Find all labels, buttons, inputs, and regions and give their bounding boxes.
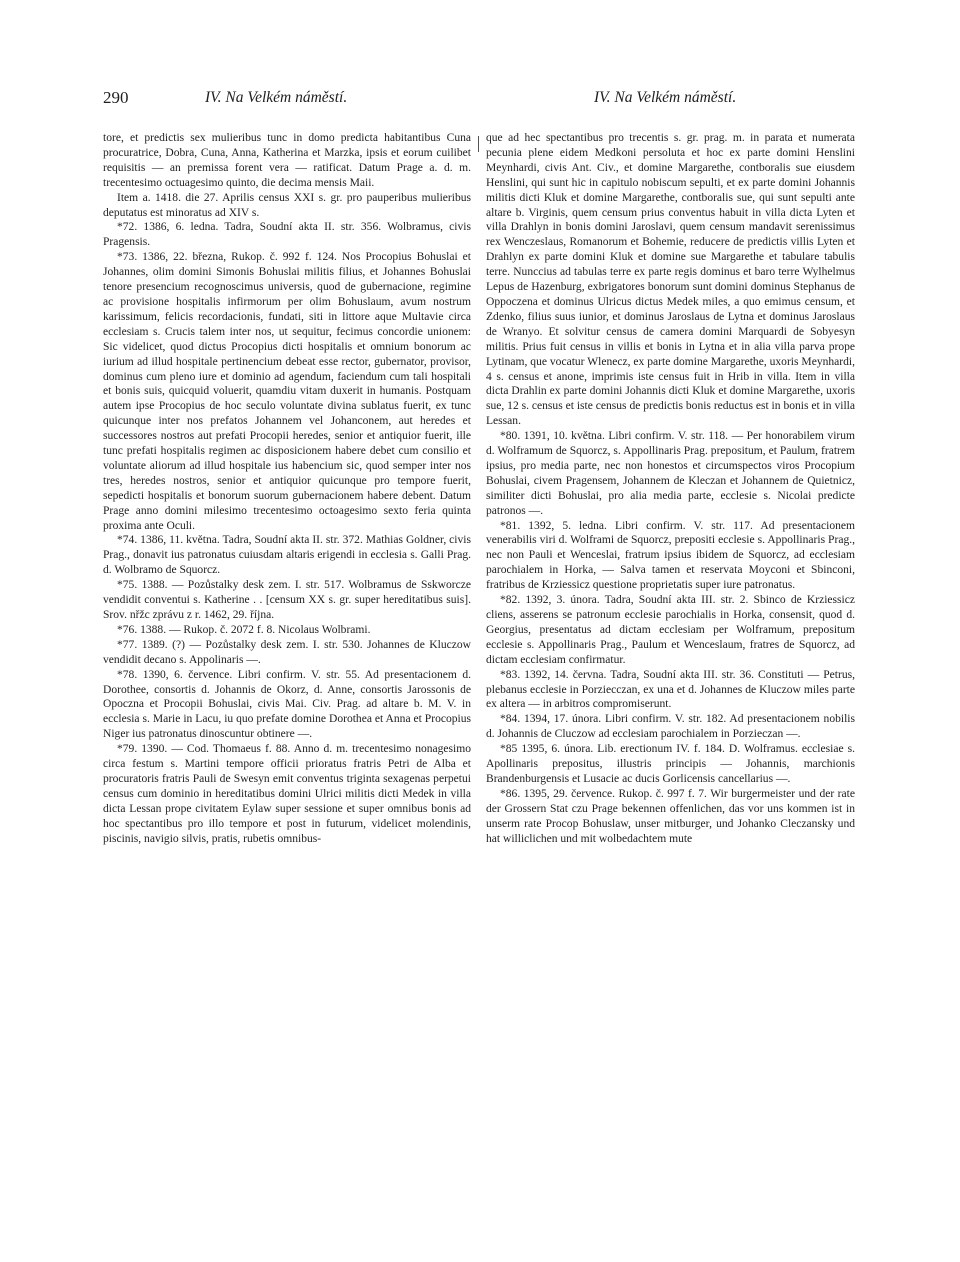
page-number: 290 — [103, 88, 129, 107]
running-head-left: IV. Na Velkém náměstí. — [205, 89, 348, 106]
paragraph: tore, et predictis sex mulieribus tunc in domo predicta habitantibus Cuna procuratrice, Dobra, Cuna, Anna, Katherina et Marzka, ipsis et eorum cuilibet requisitis — an premissa forent vera — ratificat. Datum Prage a. d. m. trecentesimo octuagesimo quinto, die decima mensis Maii. — [103, 132, 471, 189]
entry-83: *83. 1392, 14. června. Tadra, Soudní akta III. str. 36. Constituti — Petrus, plebanus ecclesie in Porziecczan, ex una et d. Johannes de Kluczow miles parte ex altera — in arbitros compromiserunt. — [486, 668, 855, 711]
entry-76: *76. 1388. — Rukop. č. 2072 f. 8. Nicolaus Wolbrami. — [117, 623, 371, 636]
entry-78: *78. 1390, 6. července. Libri confirm. V. str. 55. Ad presentacionem d. Dorothee, consortis d. Johannis de Okorz, d. Anne, consortis Jarossonis de Opoczna et Procopii Bohuslai, civis Mai. Civ. Prag. ad altare b. M. V. in ecclesia s. Marie in Lacu, iu quo prefate domine Dorothea et Anna et Procopius Niger ius patronatus dinoscuntur obtinere —. — [103, 668, 471, 741]
entry-81: *81. 1392, 5. ledna. Libri confirm. V. str. 117. Ad presentacionem venerabilis viri d. Wolframi de Squorcz, prepositi ecclesie s. Appollinaris Prag., nec non Pauli et Wenceslai, fratrum ipsius ibidem de Squorcz, ad ecclesiam parochialem in Horka, — Salva tamen et reservata Moyconi et Sbinconi, fratribus de Krziessicz questione proprietatis super iure patronatus. — [486, 519, 855, 592]
entry-73: *73. 1386, 22. března, Rukop. č. 992 f. 124. Nos Procopius Bohuslai et Johannes, olim domini Simonis Bohuslai militis filius, et Johannes Bohuslai tenore presencium recognoscimus universis, quod de gubernacione, regimine ac provisione hospitalis infirmorum per olim Bohuslaum, avum nostrum karissimum, felicis recordacionis, fundati, siti in littore aque Multavie circa ecclesiam s. Crucis talem inter nos, ut sequitur, fecimus concordie unionem: Sic videlicet, quod dictus Procopius dicti hospitalis et omnium bonorum ac iurium ad illud hospitale pertinencium debeat esse rector, gubernator, provisor, dominus cum pleno iure et dominio ad agendum, faciendum cum tali hospitali et bonis suis, quicquid voluerit, quamdiu vitam duxerit in humanis. Postquam autem ipse Procopius de hoc seculo voluntate divina sublatus fuerit, ex tunc quicunque inter nos prefatos Johannem vel Johanconem, aut heredes et successores nostros aut prefati Procopii heredes, senior et antiquior fuerit, ille tunc prefati hospitalis regimen ac disposicionem habere debet cum consilio et voluntate aliorum ad illud hospitale ius habencium sic, quod semper inter nos tres, heredes nostros, senior et antiquior quicunque pro tempore fuerit, sepedicti hospitalis et bonorum suorum gubernacionem habere debent. Datum Prage anno domini milesimo trecentesimo octoagesimo sexto feria quinta proxima ante Oculi. — [103, 251, 471, 532]
left-text-column — [103, 131, 471, 847]
column-divider — [478, 136, 479, 152]
paragraph: que ad hec spectantibus pro trecentis s. gr. prag. m. in parata et numerata pecunia plene eidem Medkoni persoluta et hoc ex parte domini Henslini Meynhardi, civis Ant. Civ., et domine Margarethe, contboralis sue eiusdem Henslini, qui sunt hic in capitulo nobiscum sepulti, et ex parte domini Johannis militis dicti Kluk et domine Margarethe, contboralis sue, qui sunt sepulti ante altare b. Virginis, quem censum prius conventus habuit in villa dicta Lyten et villa Drahlyn in bonis domini Jaroslavi, quem censum mandavit serenissimus rex Wenczeslaus, Romanorum et Bohemie, reducere de predictis villis Lyten et Drahlyn ex parte domini Kluk et domine sue Margarethe et tabulare tabulis terre. Nunccius ad tabulas terre ex parte regis dominus et baro terre Wylhelmus Lepus de Hazenburg, exbrigatores bonorum sunt domini dominus Stephanus de Oppoczena et dominus Ulricus dictus Medek miles, a quo emimus censum, et Zdenko, filius suus iunior, et dominus Jaroslaus de Lytna et dominus Jaroslaus de Wranyo. Et solvitur census de camera domini Marquardi de Sobyesyn militis. Prius fuit census in villis et bonis in Lytna et in alia villa parva prope Lytinam, que vocatur Wlenecz, ex parte domine Margarethe, uxoris Meynhardi, 4 s. census et anone, imprimis iste census fuit in Hrib in villa. Item in villa dicta Drahlin ex parte domini Johannis dicti Kluk et domine Margarethe, uxoris sue, 12 s. census et iste census de predictis bonis reductus est in bonis et in villa Lessan. — [486, 132, 855, 428]
entry-74: *74. 1386, 11. května. Tadra, Soudní akta II. str. 372. Mathias Goldner, civis Prag., donavit ius patronatus cuiusdam altaris erigendi in ecclesia s. Galli Prag. d. Wolbramo de Squorcz. — [103, 534, 471, 577]
entry-72: *72. 1386, 6. ledna. Tadra, Soudní akta II. str. 356. Wolbramus, civis Pragensis. — [103, 221, 471, 249]
paragraph: Item a. 1418. die 27. Aprilis census XXI s. gr. pro pauperibus mulieribus deputatus est minoratus ad XIV s. — [103, 191, 471, 219]
entry-82: *82. 1392, 3. února. Tadra, Soudní akta III. str. 2. Sbinco de Krziessicz cliens, asserens se patronum ecclesie parochialis in Horka, consensit, quod d. Georgius, presentatus ad dictam ecclesiam per Wolframum, prepositum ecclesie s. Appollinaris Prag., Paulum et Wenceslaum, fratres de Squorcz, ad dictam ecclesiam confirmatur. — [486, 594, 855, 666]
entry-84: *84. 1394, 17. února. Libri confirm. V. str. 182. Ad presentacionem nobilis d. Johannis de Cluczow ad ecclesiam parochialem in Porzieczan —. — [486, 713, 855, 741]
entry-79: *79. 1390. — Cod. Thomaeus f. 88. Anno d. m. trecentesimo nonagesimo circa festum s. Martini tempore officii prioratus fratris Petri de Alba et procuratoris fratris Pauli de Swesyn emit conventus triginta sexagenas perpetui census cum dominio in hereditatibus domini Ulrici militis dicti Medek in villa dicta Lessan prope civitatem Eylaw super sessione et super omnibus bonis ad hoc spectantibus pro illo tempore et post in futurum, videlicet molendinis, piscinis, navigio silvis, pratis, rubetis omnibus- — [103, 743, 471, 845]
entry-75: *75. 1388. — Pozůstalky desk zem. I. str. 517. Wolbramus de Sskworcze vendidit conventui s. Katherine . . [censum XX s. gr. super hereditatibus suis]. Srov. nřžc zprávu z r. 1462, 29. října. — [103, 579, 471, 621]
entry-85: *85 1395, 6. února. Lib. erectionum IV. f. 184. D. Wolframus. ecclesiae s. Apollinaris prepositus, illustris principis — Johannis, marchionis Brandenburgensis et Lusacie ac ducis Gorlicensis cancellarius —. — [486, 743, 855, 785]
entry-86: *86. 1395, 29. července. Rukop. č. 997 f. 7. Wir burgermeister und der rate der Grossern Stat czu Prage bekennen offenlichen, das vor uns kommen ist in unserm rate Procop Bohuslaw, unser mitburger, und Johanko Cleczansky und hat williclichen und mit wolbedachtem mute — [486, 787, 855, 845]
entry-77: *77. 1389. (?) — Pozůstalky desk zem. I. str. 530. Johannes de Kluczow vendidit decano s. Appolinaris —. — [103, 638, 471, 666]
right-text-column — [486, 131, 855, 847]
entry-80: *80. 1391, 10. května. Libri confirm. V. str. 118. — Per honorabilem virum d. Wolframum de Squorcz, s. Appollinaris Prag. prepositum, et Paulum, fratrem ipsius, pro media parte, nec non honestos et circumspectos viros Procopium Bohuslai, civem Pragensem, Johannem de Kleczan et Johannem de Quietnicz, similiter dicti Bohuslai, pro alia media parte, ecclesie s. Nicolai predicte patronos —. — [486, 430, 855, 517]
running-head-right: IV. Na Velkém náměstí. — [594, 89, 737, 106]
